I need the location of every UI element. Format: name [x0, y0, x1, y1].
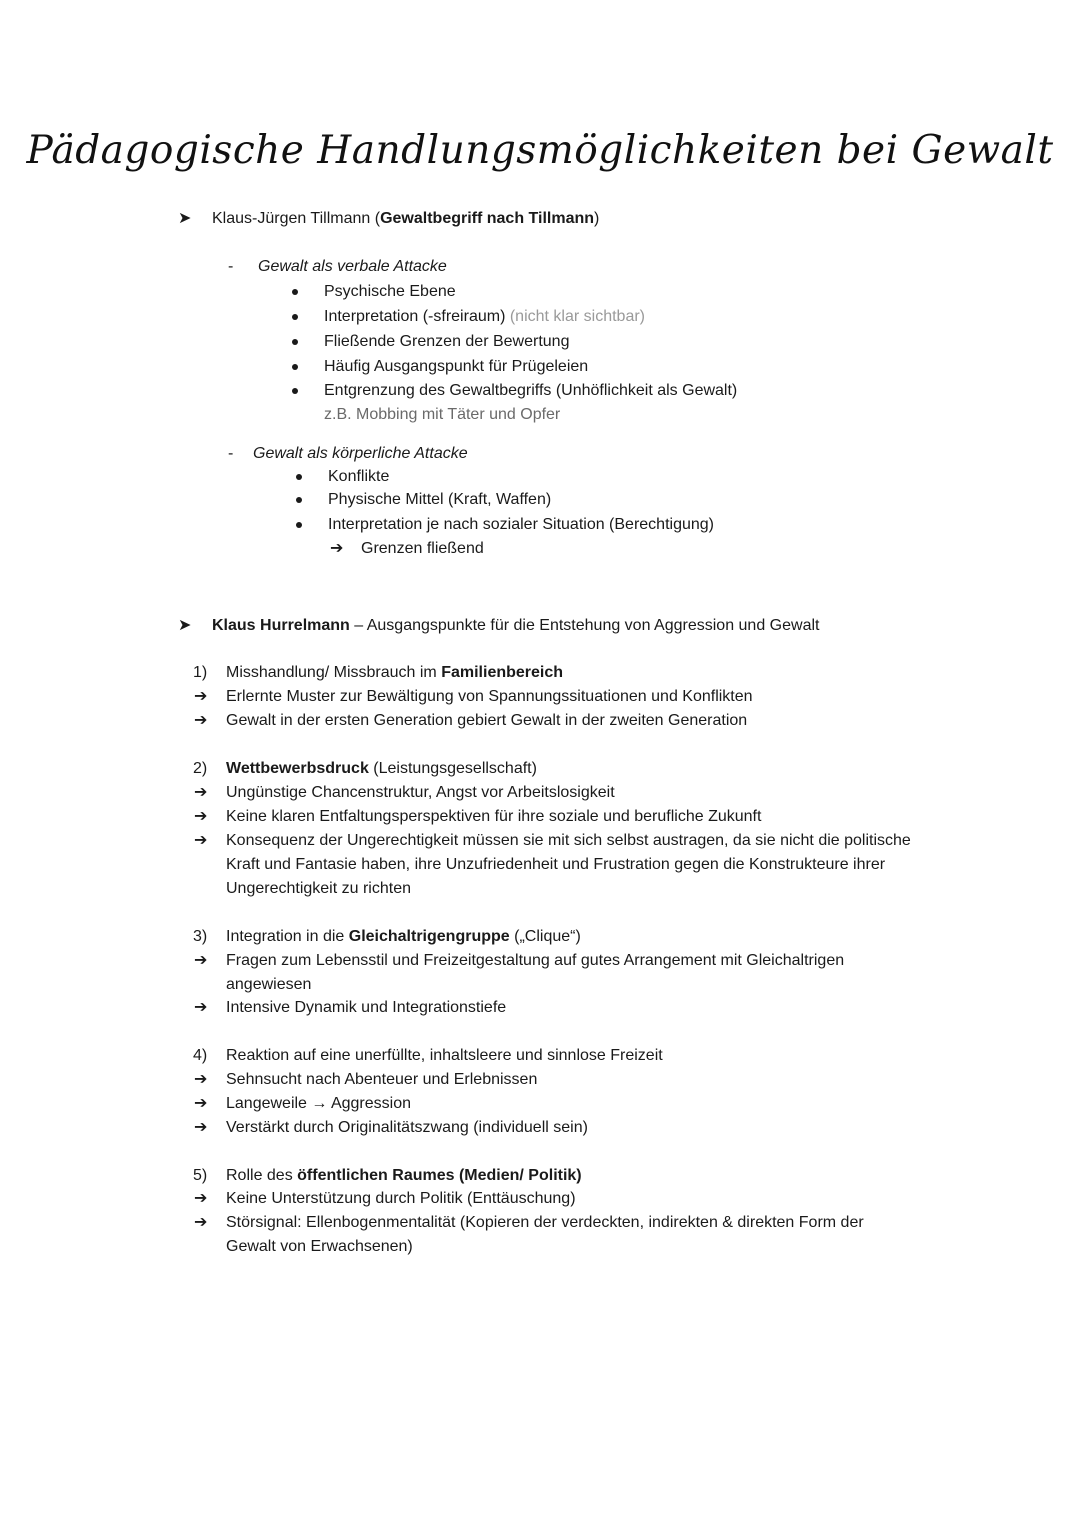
- arrow-icon: ➔: [194, 832, 208, 849]
- item-number: 1): [193, 664, 208, 681]
- arrow-icon: ➔: [194, 1071, 208, 1088]
- hurrelmann-name: Klaus Hurrelmann: [212, 617, 350, 634]
- arrow-item: Ungünstige Chancenstruktur, Angst vor Arbeitslosigkeit: [226, 784, 615, 801]
- arrow-item-cont: Ungerechtigkeit zu richten: [226, 880, 411, 897]
- arrow-item: Verstärkt durch Originalitätszwang (individuell sein): [226, 1119, 588, 1136]
- bullet-icon: [292, 314, 298, 320]
- arrow-item-cont: angewiesen: [226, 976, 312, 993]
- bullet-icon: [292, 388, 298, 394]
- verbal-item: Psychische Ebene: [324, 283, 456, 300]
- bullet-icon: [296, 497, 302, 503]
- bullet-icon: [292, 289, 298, 295]
- arrow-item: Keine Unterstützung durch Politik (Enttäuschung): [226, 1190, 576, 1207]
- bullet-icon: [296, 474, 302, 480]
- arrow-icon: ➔: [194, 688, 208, 705]
- arrow-icon: ➔: [194, 1214, 208, 1231]
- hurrelmann-heading: Klaus Hurrelmann – Ausgangspunkte für die Entstehung von Aggression und Gewalt: [212, 617, 820, 634]
- item-number: 2): [193, 760, 208, 777]
- arrow-item-cont: Kraft und Fantasie haben, ihre Unzufriedenheit und Frustration gegen die Konstrukteure ihrer: [226, 856, 886, 873]
- tillmann-name: Klaus-Jürgen Tillmann: [212, 210, 371, 227]
- tillmann-concept: Gewaltbegriff nach Tillmann: [380, 210, 595, 227]
- item-number: 4): [193, 1047, 208, 1064]
- bullet-icon: [292, 364, 298, 370]
- dash-marker: -: [228, 445, 234, 462]
- verbal-item: Fließende Grenzen der Bewertung: [324, 333, 570, 350]
- arrow-item: Fragen zum Lebensstil und Freizeitgestaltung auf gutes Arrangement mit Gleichaltrigen: [226, 952, 845, 969]
- item-heading: Wettbewerbsdruck (Leistungsgesellschaft): [226, 760, 537, 777]
- verbal-example: z.B. Mobbing mit Täter und Opfer: [324, 406, 561, 423]
- arrow-icon: ➔: [194, 808, 208, 825]
- arrow-icon: ➔: [330, 540, 344, 557]
- item-number: 5): [193, 1167, 208, 1184]
- arrow-icon: ➔: [194, 999, 208, 1016]
- dash-marker: -: [228, 258, 234, 275]
- bullet-icon: [292, 339, 298, 345]
- arrow-item: Keine klaren Entfaltungsperspektiven für ihre soziale und berufliche Zukunft: [226, 808, 762, 825]
- item-heading: Rolle des öffentlichen Raumes (Medien/ Politik): [226, 1167, 582, 1184]
- arrow-icon: ➔: [194, 1119, 208, 1136]
- arrow-item: Sehnsucht nach Abenteuer und Erlebnissen: [226, 1071, 538, 1088]
- arrow-icon: ➔: [194, 712, 208, 729]
- arrow-icon: ➔: [194, 784, 208, 801]
- item-heading: Reaktion auf eine unerfüllte, inhaltsleere und sinnlose Freizeit: [226, 1047, 663, 1064]
- section-marker-icon: ➤: [178, 210, 192, 227]
- arrow-item: Gewalt in der ersten Generation gebiert Gewalt in der zweiten Generation: [226, 712, 748, 729]
- item-heading: Integration in die Gleichaltrigengruppe („Clique“): [226, 928, 581, 945]
- physical-item: Interpretation je nach sozialer Situation (Berechtigung): [328, 516, 714, 533]
- arrow-item: Konsequenz der Ungerechtigkeit müssen sie mit sich selbst austragen, da sie nicht die politische: [226, 832, 911, 849]
- arrow-icon: ➔: [194, 1190, 208, 1207]
- bullet-icon: [296, 522, 302, 528]
- arrow-icon: ➔: [194, 1095, 208, 1112]
- verbal-item: Häufig Ausgangspunkt für Prügeleien: [324, 358, 589, 375]
- verbal-heading: Gewalt als verbale Attacke: [258, 258, 447, 275]
- faded-note: (nicht klar sichtbar): [509, 308, 645, 325]
- arrow-item: Intensive Dynamik und Integrationstiefe: [226, 999, 507, 1016]
- arrow-item: Erlernte Muster zur Bewältigung von Spannungssituationen und Konflikten: [226, 688, 753, 705]
- physical-heading: Gewalt als körperliche Attacke: [253, 445, 468, 462]
- physical-item: Physische Mittel (Kraft, Waffen): [328, 491, 552, 508]
- page-title: Pädagogische Handlungsmöglichkeiten bei Gewalt: [26, 128, 1054, 173]
- arrow-icon: ➔: [194, 952, 208, 969]
- physical-arrow-text: Grenzen fließend: [361, 540, 484, 557]
- arrow-item: Langeweile → Aggression: [226, 1095, 412, 1112]
- section-marker-icon: ➤: [178, 617, 192, 634]
- arrow-item-cont: Gewalt von Erwachsenen): [226, 1238, 413, 1255]
- item-number: 3): [193, 928, 208, 945]
- item-heading: Misshandlung/ Missbrauch im Familienbereich: [226, 664, 564, 681]
- arrow-item: Störsignal: Ellenbogenmentalität (Kopieren der verdeckten, indirekten & direkten Form der: [226, 1214, 864, 1231]
- verbal-item: Interpretation (-sfreiraum) (nicht klar sichtbar): [324, 308, 645, 325]
- tillmann-heading: Klaus-Jürgen Tillmann (Gewaltbegriff nach Tillmann): [212, 210, 600, 227]
- physical-item: Konflikte: [328, 468, 390, 485]
- verbal-item: Entgrenzung des Gewaltbegriffs (Unhöflichkeit als Gewalt): [324, 382, 738, 399]
